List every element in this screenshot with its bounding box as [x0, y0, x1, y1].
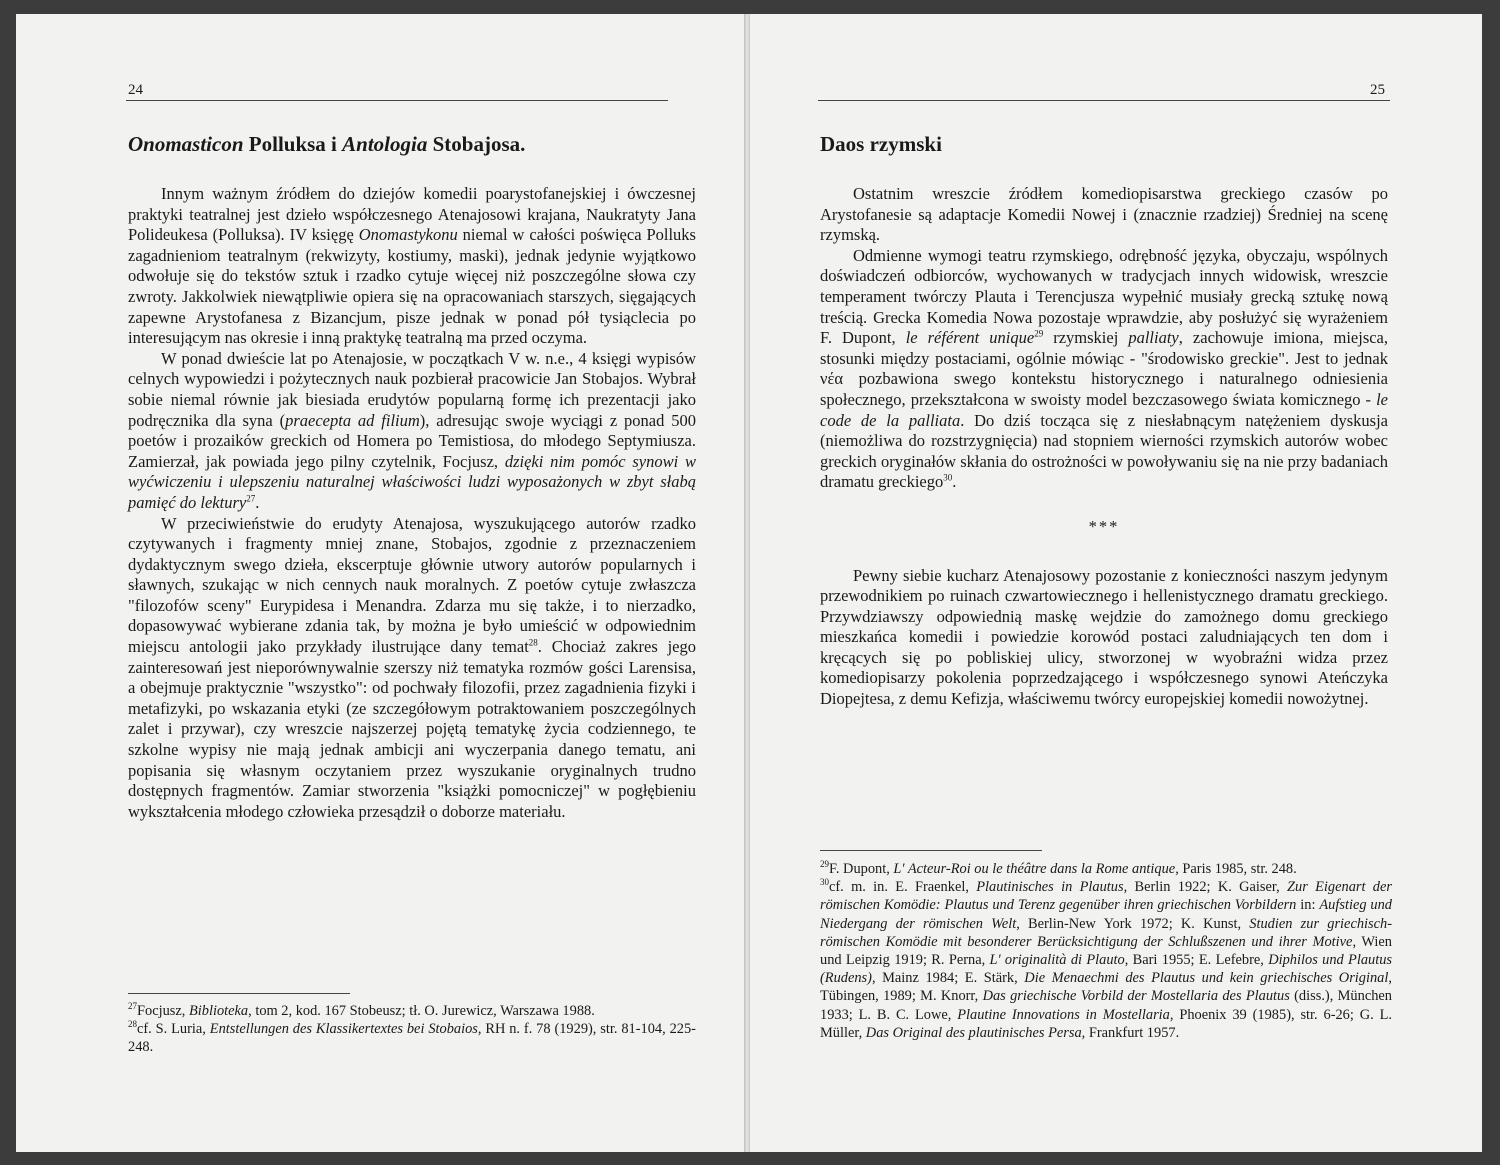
footnotes-right [820, 860, 1392, 1042]
italic-run: L' originalità di Plauto [989, 952, 1125, 969]
text-run: (diss.), München 1933; L. B. C. Lowe, [820, 988, 1392, 1023]
text-run: , Mainz 1984; E. Stärk, [871, 970, 1025, 987]
text-run: in: [1296, 897, 1320, 914]
text-run: . [952, 472, 957, 492]
section-separator: *** [1088, 516, 1120, 536]
italic-run: Aufstieg und Niedergang der römischen Welt [820, 897, 1392, 932]
footnote-ref-29[interactable]: 29 [1034, 328, 1044, 339]
text-run: , Wien und Leipzig 1919; R. Perna, [820, 933, 1392, 969]
text-run: . [255, 492, 260, 512]
paragraph-contrast [128, 514, 696, 823]
text-run: , Phoenix 39 (1985), str. 6-26; G. L. Müller, [820, 1006, 1392, 1041]
italic-run: Das griechische Vorbild der Mostellaria des Plautus [982, 988, 1290, 1005]
header-rule-left [126, 100, 668, 101]
paragraph-onomasticon [128, 184, 696, 349]
footnotes-left [128, 1002, 696, 1057]
footnote-marker: 29 [820, 859, 829, 870]
text-run: , Berlin-New York 1972; K. Kunst, [1016, 915, 1250, 932]
footnote-ref-28[interactable]: 28 [528, 637, 538, 648]
page-number-right: 25 [1370, 82, 1385, 98]
section-heading-left [128, 132, 525, 157]
text-run: , Bari 1955; E. Lefebre, [1124, 952, 1269, 969]
text-run: Innym ważnym źródłem do dziejów komedii poarystofanejskiej i ówczesnej praktyki teatralnej jest dzieło współczesnego Atenajosowi krajana, Naukratyty Jana Polideukesa (Polluksa). IV księgę [128, 184, 696, 245]
italic-run: Die Menaechmi des Plautus und kein griechisches Original [1024, 970, 1389, 987]
footnote-ref-27[interactable]: 27 [246, 493, 256, 504]
text-run: . Chociaż zakres jego zainteresowań jest nieporównywalnie szerszy niż tematyka rozmów gości Larensisa, a obejmuje praktycznie "wszystko": od pochwały filozofii, przez zagadnienia fizyki i metafizyki, po wskazania etyki (ze szczegółowym potraktowaniem poszczególnych zalet i przywar), czy wreszcie najszerzej pojętą tematykę życia codziennego, te szkolne wypisy nie mają jednak ambicji ani wyczerpania danego tematu, ani popisania się własnym oczytaniem przez wyszukanie oryginalnych trudno dostępnych fragmentów. Zamiar stworzenia "książki pomocniczej" w pogłębieniu wykształcenia młodego człowieka przesądził o doborze materiału. [128, 637, 696, 821]
text-run: ), adresując swoje wyciągi z ponad 500 poetów i prozaików greckich od Homera po Temistiosa, do młodego Septymiusza. Zamierzał, jak powiada jego pilny czytelnik, Focjusz, [128, 410, 696, 471]
left-body-text [128, 184, 696, 822]
text-run: Pewny siebie kucharz Atenajosowy pozostanie z konieczności naszym jedynym przewodnikiem po ruinach czwartowiecznego i hellenistycznego dramatu greckiego. Przywdziawszy odpowiednią maskę wejdzie do zamożnego domu greckiego mieszkańca komedii i powiedzie korowód postaci zaludniających ten dom i kręcących się po pobliskiej ulicy, stworzonej w wyobraźni widza przez komediopisarzy pokolenia poprzedzającego i współczesnego synowi Ateńczyka Diopejtesa, z demu Kefizja, właściwemu twórcy europejskiej komedii nowożytnej. [820, 565, 1388, 709]
italic-run: dzięki nim pomóc synowi w wyćwiczeniu i ulepszeniu naturalnej właściwości ludzi wyposażonych w zbyt słabą pamięć do lektury [128, 451, 696, 512]
heading-text-2: Stobajosa. [427, 132, 526, 156]
footnote-marker: 30 [820, 877, 829, 888]
italic-run: Zur Eigenart der römischen Komödie: Plautus und Terenz gegenüber ihren griechischen Vorbildern [820, 879, 1392, 914]
text-run: W przeciwieństwie do erudyty Atenajosa, wyszukującego autorów rzadko czytywanych i fragmenty mniej znane, Stobajos, zgodnie z przeznaczeniem dydaktycznym swego dzieła, ekscerptuje głównie utwory autorów popularnych i sławnych, szukając w nich cennych nauk moralnych. Z poetów cytuje zwłaszcza "filozofów sceny" Eurypidesa i Menandra. Zdarza mu się także, i to nierzadko, dopasowywać wybierane zdania tak, by można je było umieścić w odpowiednim miejscu antologii jako przykłady ilustrujące dany temat [128, 513, 696, 657]
text-run: W ponad dwieście lat po Atenajosie, w początkach V w. n.e., 4 księgi wypisów celnych wypowiedzi i pożytecznych nauk pozbierał pracowicie Jan Stobajos. Wybrał sobie niemal równie jak biesiada erudytów popularną formę ich prezentacji jako podręcznika dla syna ( [128, 348, 696, 430]
italic-run: palliaty [1128, 328, 1179, 348]
text-run: cf. S. Luria, [137, 1021, 210, 1038]
footnote-28 [128, 1020, 696, 1056]
right-body-text [820, 184, 1388, 710]
italic-run: le référent unique [905, 328, 1035, 348]
text-run: , Paris 1985, str. 248. [1175, 861, 1297, 877]
heading-italic-1: Onomasticon [128, 132, 244, 156]
footnote-29 [820, 860, 1392, 878]
text-run: , Tübingen, 1989; M. Knorr, [820, 970, 1392, 1005]
footnote-rule-right [820, 850, 1042, 851]
footnote-ref-30[interactable]: 30 [943, 472, 953, 483]
italic-run: Studien zur griechisch-römischen Komödie mit besonderer Berücksichtigung der Schlußszenen und ihrer Motive [820, 915, 1392, 950]
italic-run: le code de la palliata [820, 389, 1388, 430]
header-rule-right [818, 100, 1390, 101]
text-run: Odmienne wymogi teatru rzymskiego, odrębność języka, obyczaju, wspólnych doświadczeń odbiorców, wychowanych w tradycjach innych widowisk, wreszcie temperament twórczy Plauta i Terencjusza wypełnić musiały grecką sztukę nową treścią. Grecka Komedia Nowa pozostaje wprawdzie, aby posłużyć się wyrażeniem F. Dupont, [820, 245, 1388, 348]
paragraph-roman-sources [820, 184, 1388, 246]
text-run: rzymskiej [1043, 328, 1129, 348]
footnote-30 [820, 878, 1392, 1042]
text-run: Focjusz, [137, 1003, 189, 1019]
paragraph-stobajos [128, 349, 696, 514]
text-run: , tom 2, kod. 167 Stobeusz; tł. O. Jurewicz, Warszawa 1988. [248, 1003, 595, 1019]
section-heading-right: Daos rzymski [820, 132, 942, 156]
italic-run: Biblioteka [188, 1003, 249, 1019]
italic-run: Plautinisches in Plautus [976, 879, 1124, 896]
text-run: cf. m. in. E. Fraenkel, [829, 879, 977, 896]
text-run: Ostatnim wreszcie źródłem komediopisarstwa greckiego czasów po Arystofanesie są adaptacje Komedii Nowej i (znacznie rzadziej) Średniej na scenę rzymską. [820, 184, 1388, 245]
text-run: , Berlin 1922; K. Gaiser, [1123, 879, 1288, 896]
text-run: F. Dupont, [829, 861, 894, 877]
footnote-rule-left [128, 993, 350, 994]
footnote-marker: 27 [128, 1001, 137, 1012]
footnote-marker: 28 [128, 1019, 137, 1030]
italic-run: Entstellungen des Klassikertextes bei Stobaios [209, 1021, 478, 1038]
heading-text-1: Polluksa i [243, 132, 343, 156]
italic-run: L' Acteur-Roi ou le théâtre dans la Rome antique [893, 861, 1176, 877]
book-gutter [744, 14, 750, 1152]
text-run: , Frankfurt 1957. [1081, 1024, 1180, 1041]
italic-run: Diphilos und Plautus (Rudens) [820, 952, 1393, 987]
text-run: , RH n. f. 78 (1929), str. 81-104, 225-248. [128, 1021, 696, 1056]
footnote-27 [128, 1002, 696, 1020]
paragraph-roman-theatre [820, 246, 1388, 493]
italic-run: praecepta ad filium [285, 410, 420, 430]
page-number-left: 24 [128, 82, 143, 98]
italic-run: Das Original des plautinisches Persa [865, 1024, 1082, 1041]
italic-run: Onomastykonu [358, 225, 458, 245]
italic-run: Plautine Innovations in Mostellaria [957, 1006, 1170, 1023]
paragraph-cook-guide [820, 566, 1388, 710]
heading-italic-2: Antologia [342, 132, 428, 156]
text-run: . Do dziś tocząca się z niesłabnącym natężeniem dyskusja (niemożliwa do rozstrzygnięcia) nad stopniem wierności rzymskich autorów wobec greckich oryginałów skłania do ostrożności w powoływaniu się na nie przy badaniach dramatu greckiego [820, 410, 1388, 492]
text-run: niemal w całości poświęca Polluks zagadnieniom teatralnym (rekwizyty, kostiumy, maski), jednak jedynie wyjątkowo odwołuje się do tekstów sztuk i rzadko cytuje więcej niż poszczególne słowa czy zwroty. Jakkolwiek niewątpliwie opiera się na opracowaniach starszych, sięgających zapewne Arystofanesa z Bizancjum, pisze jednak w ponad pół tysiąclecia po interesującym nas okresie i inną praktykę teatralną ma przed oczyma. [128, 225, 696, 348]
text-run: , zachowuje imiona, miejsca, stosunki między postaciami, ogólnie mówiąc - "środowisko greckie". Jest to jednak νέα pozbawiona swego kontekstu historycznego i naturalnego odniesienia społecznego, przekształcona w swoisty model bezczasowego świata komicznego - [820, 328, 1389, 409]
